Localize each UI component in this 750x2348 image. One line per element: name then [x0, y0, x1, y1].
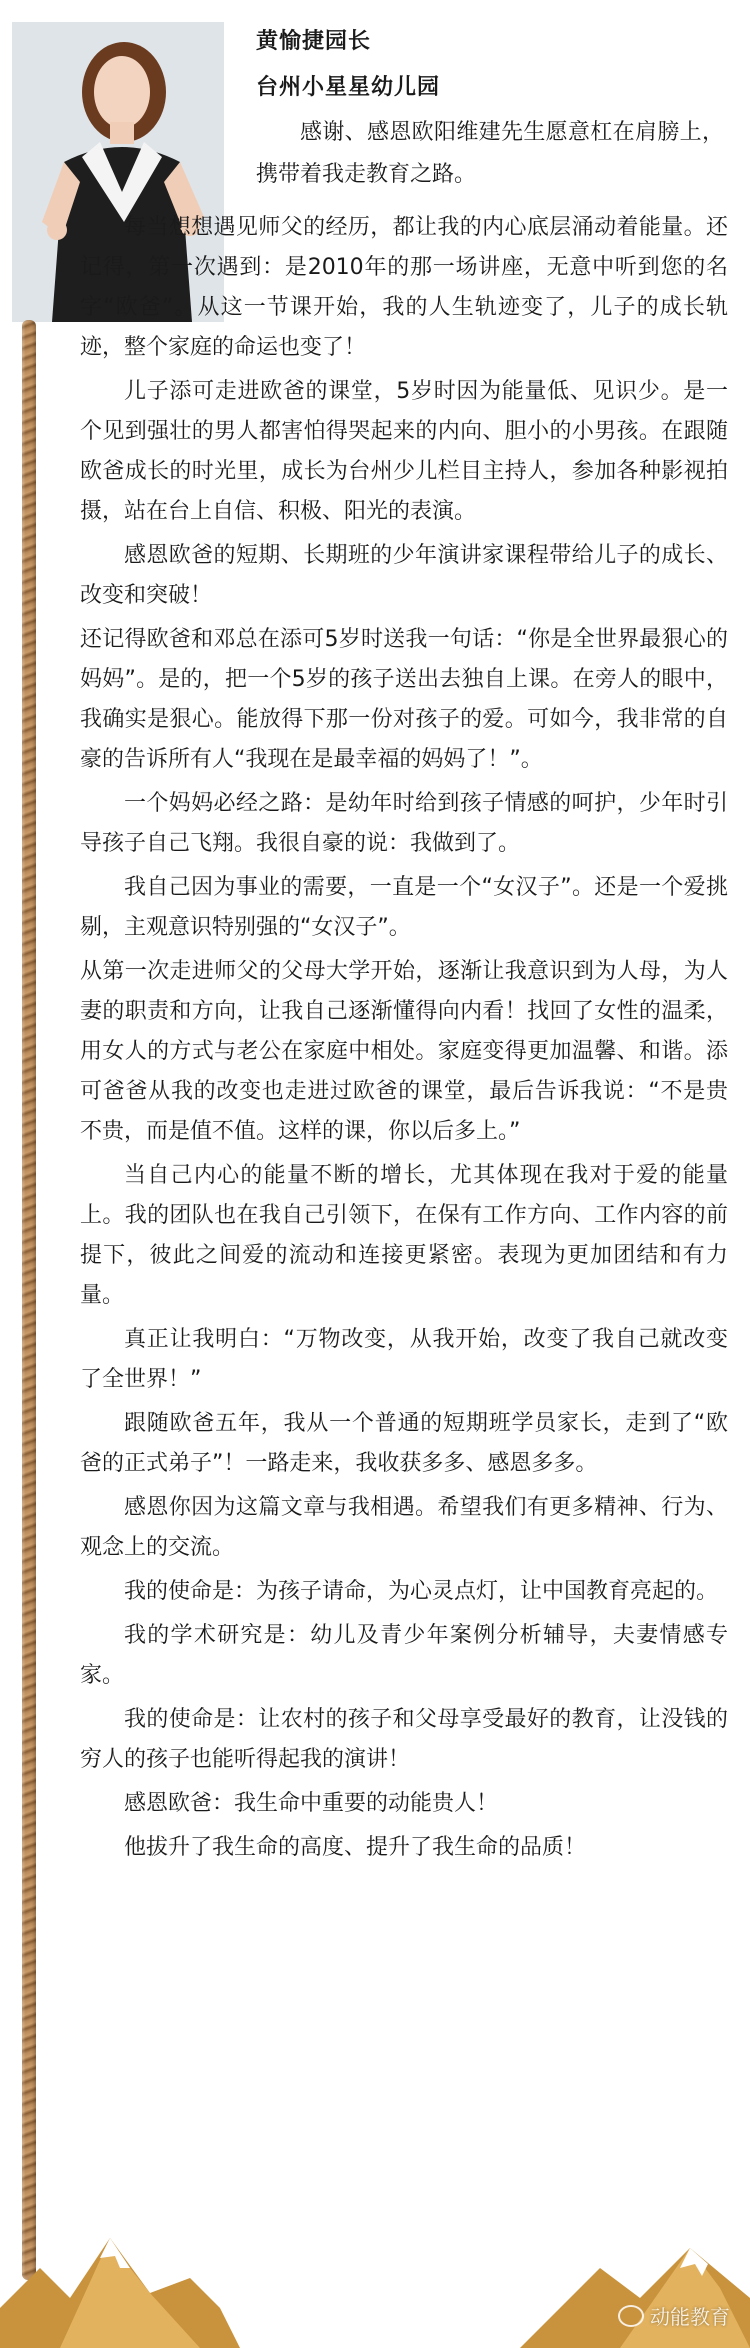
wechat-icon: [618, 2305, 644, 2327]
paragraph: 感恩欧爸：我生命中重要的动能贵人！: [124, 1791, 499, 1816]
watermark: [618, 2301, 730, 2330]
rope-decoration: [22, 320, 36, 2280]
paragraph: 从第一次走进师父的父母大学开始，逐渐让我意识到为人母，为人妻的职责和方向，让我自己逐渐懂得向内看！找回了女性的温柔，用女人的方式与老公在家庭中相处。家庭变得更加温馨、和谐。添可爸爸从我的改变也走进过欧爸的课堂，最后告诉我说：“不是贵不贵，而是值不值。这样的课，你以后多上。”: [80, 959, 728, 1144]
paragraph: 真正让我明白：“万物改变，从我开始，改变了我自己就改变了全世界！”: [80, 1327, 728, 1392]
author-name: 黄愉捷园长: [256, 29, 372, 54]
paragraph: 感恩你因为这篇文章与我相遇。希望我们有更多精神、行为、观念上的交流。: [80, 1495, 728, 1560]
paragraph: 我自己因为事业的需要，一直是一个“女汉子”。还是一个爱挑剔，主观意识特别强的“女汉子”。: [80, 875, 728, 940]
watermark-text: 动能教育: [650, 2305, 730, 2329]
paragraph: 我的使命是：为孩子请命，为心灵点灯，让中国教育亮起的。: [124, 1579, 719, 1604]
paragraph: 我的使命是：让农村的孩子和父母享受最好的教育，让没钱的穷人的孩子也能听得起我的演讲！: [80, 1707, 728, 1772]
paragraph: 还记得欧爸和邓总在添可5岁时送我一句话：“你是全世界最狠心的妈妈”。是的，把一个5岁的孩子送出去独自上课。在旁人的眼中，我确实是狠心。能放得下那一份对孩子的爱。可如今，我非常的自豪的告诉所有人“我现在是最幸福的妈妈了！”。: [80, 627, 728, 772]
paragraph-intro: 感谢、感恩欧阳维建先生愿意杠在肩膀上，携带着我走教育之路。: [256, 120, 724, 187]
paragraph: 跟随欧爸五年，我从一个普通的短期班学员家长，走到了“欧爸的正式弟子”！一路走来，我收获多多、感恩多多。: [80, 1411, 728, 1476]
paragraph: 感恩欧爸的短期、长期班的少年演讲家课程带给儿子的成长、改变和突破！: [80, 543, 728, 608]
paragraph: 一个妈妈必经之路：是幼年时给到孩子情感的呵护，少年时引导孩子自己飞翔。我很自豪的说：我做到了。: [80, 791, 728, 856]
article-body: [80, 202, 728, 1872]
paragraph: 他拔升了我生命的高度、提升了我生命的品质！: [124, 1835, 587, 1860]
paragraph: 当自己内心的能量不断的增长，尤其体现在我对于爱的能量上。我的团队也在我自己引领下，在保有工作方向、工作内容的前提下，彼此之间爱的流动和连接更紧密。表现为更加团结和有力量。: [80, 1163, 728, 1308]
school-name: 台州小星星幼儿园: [256, 75, 441, 100]
paragraph: 我的学术研究是：幼儿及青少年案例分析辅导，夫妻情感专家。: [80, 1623, 728, 1688]
paragraph: 儿子添可走进欧爸的课堂，5岁时因为能量低、见识少。是一个见到强壮的男人都害怕得哭起来的内向、胆小的小男孩。在跟随欧爸成长的时光里，成长为台州少儿栏目主持人，参加各种影视拍摄，站在台上自信、积极、阳光的表演。: [80, 379, 728, 524]
paragraph: 每当想想遇见师父的经历，都让我的内心底层涌动着能量。还记得，第一次遇到：是2010年的那一场讲座，无意中听到您的名字“欧爸”。从这一节课开始，我的人生轨迹变了，儿子的成长轨迹，整个家庭的命运也变了！: [80, 215, 728, 360]
